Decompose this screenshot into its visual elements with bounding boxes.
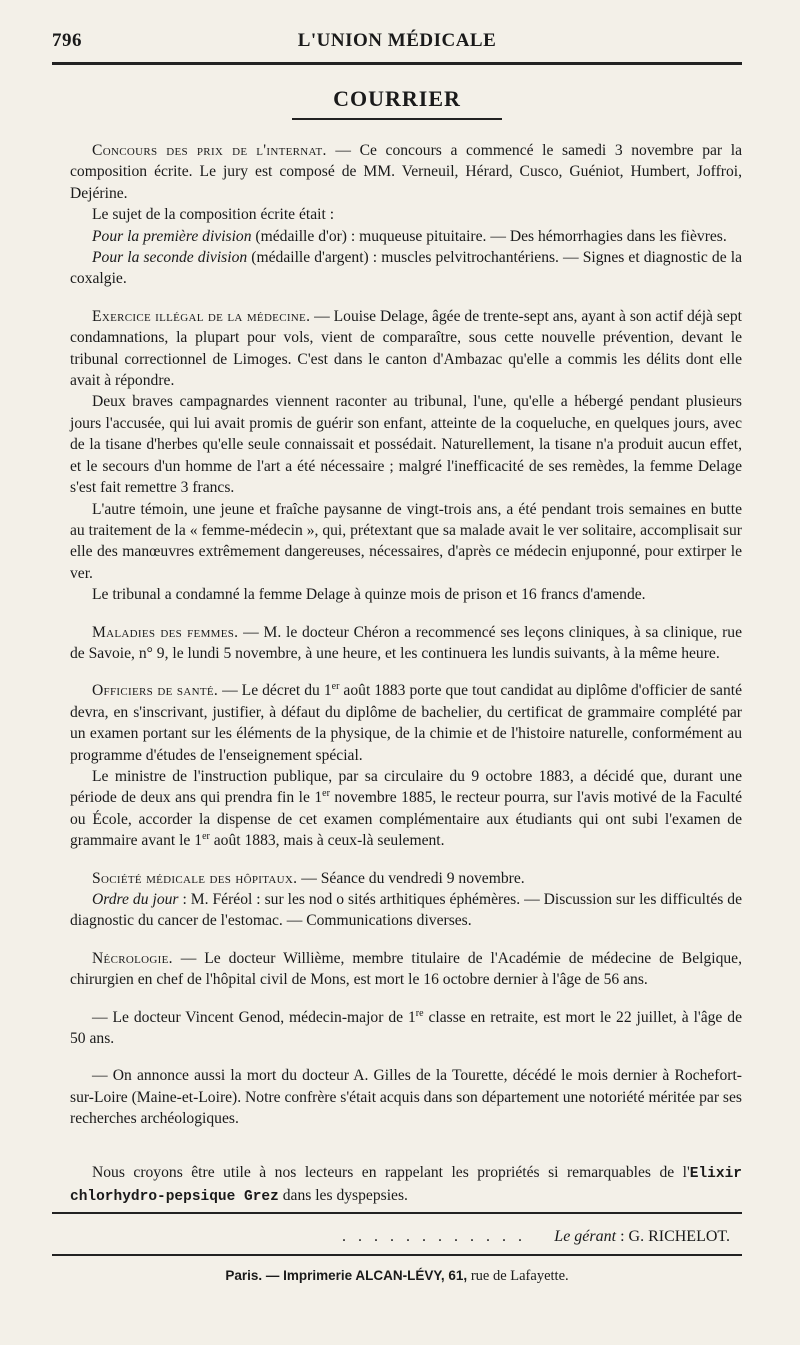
concours-seconde (70, 247, 742, 290)
officiers-text-a: — Le décret du 1 (218, 682, 332, 700)
footer-rule-bottom (52, 1254, 742, 1256)
page-header (52, 30, 742, 60)
officiers-text-b: août 1883 porte que tout candidat au diplôme d'officier de santé devra, en s'inscrivant, justifier, à défaut du diplôme de bachelier, du certificat de grammaire complété par un examen portant sur les éléments de la physique, de la chimie et de l'histoire naturelle, conformément au programme d'études de l'enseignement spécial. (70, 682, 742, 764)
concours-premiere (70, 226, 742, 247)
necrologie-p2-sup: re (415, 1007, 424, 1019)
section-title: COURRIER (333, 86, 461, 111)
imprint-text: Paris. — Imprimerie ALCAN-LÉVY, 61, (225, 1268, 468, 1283)
premiere-text: (médaille d'or) : muqueuse pituitaire. — Des hémorrhagies dans les fièvres. (251, 227, 727, 245)
imprint-line (52, 1268, 742, 1285)
necrologie-paragraph (70, 948, 742, 991)
maladies-paragraph (70, 622, 742, 665)
necrologie-p2-b: classe en retraite, est mort le 22 juillet, à l'âge de 50 ans. (70, 1008, 742, 1048)
officiers-p2 (70, 766, 742, 852)
societe-text: — Séance du vendredi 9 novembre. (297, 869, 525, 887)
imprint-street: rue de Lafayette. (467, 1268, 569, 1284)
maladies-heading: Maladies des femmes. (92, 623, 239, 641)
officiers-p2-a: Le ministre de l'instruction publique, par sa circulaire du 9 octobre 1883, a décidé que, durant une période de deux ans qui prendra fin le 1 (70, 767, 742, 807)
necrologie-p2 (70, 1007, 742, 1050)
necrologie-p2-a: — Le docteur Vincent Genod, médecin-major de 1 (92, 1008, 416, 1026)
exercice-p4: Le tribunal a condamné la femme Delage à quinze mois de prison et 16 francs d'amende. (92, 586, 646, 604)
elixir-text-b: dans les dyspepsies. (278, 1187, 408, 1205)
societe-ordre (70, 889, 742, 932)
societe-paragraph (70, 868, 742, 889)
concours-heading: Concours des prix de l'internat. (92, 142, 327, 159)
gerant-signature (554, 1228, 730, 1246)
necrologie-p3: — On annonce aussi la mort du docteur A. Gilles de la Tourette, décédé le mois dernier à Rochefort-sur-Loire (Maine-et-Loire). Notre confrère s'était acquis dans son département une notoriété méritée par ses recherches archéologiques. (70, 1067, 742, 1128)
seconde-text: (médaille d'argent) : muscles pelvitrochantériens. — Signes et diagnostic de la coxalgie. (70, 249, 742, 288)
exercice-paragraph (70, 306, 742, 392)
officiers-sup: er (331, 681, 340, 693)
officiers-heading: Officiers de santé. (92, 682, 219, 700)
officiers-paragraph (70, 680, 742, 766)
gerant-label: Le gérant (554, 1228, 617, 1245)
concours-sujet: Le sujet de la composition écrite était : (92, 206, 335, 224)
ordre-label: Ordre du jour (92, 891, 179, 908)
exercice-p2: Deux braves campagnardes viennent raconter au tribunal, l'une, qu'elle a hébergé pendant plusieurs jours l'accusée, qui lui avait promis de guérir son enfant, atteinte de la coqueluche, en quelques jours, avec de la tisane d'herbes qu'elle seule connaissait et possédait. Naturellement, la tisane n'a produit aucun effet, et le secours d'un homme de l'art a été nécessaire ; malgré l'inefficacité de ses remèdes, la femme Delage s'est fait remettre 3 francs. (70, 393, 742, 497)
exercice-p3: L'autre témoin, une jeune et fraîche paysanne de vingt-trois ans, a été pendant trois semaines en butte au traitement de la « femme-médecin », qui, prétextant que sa malade avait le ver solitaire, accomplisait sur elle des manœuvres extrêmement dangereuses, nécessaires, d'après ce médecin enjuponné, pour extirper le ver. (70, 500, 742, 582)
officiers-p2-sup2: er (202, 831, 210, 842)
necrologie-heading: Nécrologie. (92, 949, 173, 967)
ordre-text: : M. Féréol : sur les nod o sités arthitiques éphémères. — Discussion sur les difficultés de diagnostic du cancer de l'estomac. — Communications diverses. (70, 891, 742, 930)
concours-paragraph (70, 140, 742, 204)
gerant-name: : G. RICHELOT. (616, 1228, 730, 1245)
header-rule (52, 62, 742, 65)
footer-rule-top (52, 1212, 742, 1214)
societe-heading: Société médicale des hôpitaux. (92, 869, 298, 887)
article-body (70, 140, 742, 1208)
officiers-p2-c: août 1883, mais à ceux-là seulement. (209, 832, 445, 850)
seconde-label: Pour la seconde division (92, 249, 248, 267)
journal-title: L'UNION MÉDICALE (297, 30, 497, 51)
maladies-text: — M. le docteur Chéron a recommencé ses leçons cliniques, à sa clinique, rue de Savoie, n° 9, le lundi 5 novembre, à une heure, et les continuera les lundis suivants, à la même heure. (70, 623, 742, 662)
elixir-name: Elixir chlorhydro-pepsique Grez (70, 1165, 742, 1206)
necrologie-text: — Le docteur Willième, membre titulaire de l'Académie de médecine de Belgique, chirurgien en chef de l'hôpital civil de Mons, est mort le 16 octobre dernier à l'âge de 56 ans. (70, 949, 742, 989)
page-number: 796 (52, 30, 82, 51)
gerant-dots: . . . . . . . . . . . . (342, 1228, 526, 1245)
elixir-paragraph (70, 1162, 742, 1209)
officiers-p2-b: novembre 1885, le recteur pourra, sur l'avis motivé de la Faculté ou École, accorder la dispense de cet examen complémentaire aux étudiants qui ont subi l'examen de grammaire avant le 1 (70, 789, 742, 850)
elixir-text-a: Nous croyons être utile à nos lecteurs en rappelant les propriétés si remarquables de l' (92, 1163, 690, 1181)
concours-text: — Ce concours a commencé le samedi 3 novembre par la composition écrite. Le jury est composé de MM. Verneuil, Hérard, Cusco, Guéniot, Humbert, Joffroi, Dejérine. (70, 142, 742, 202)
premiere-label: Pour la première division (92, 227, 252, 245)
title-rule (292, 118, 502, 120)
officiers-p2-sup1: er (322, 788, 330, 800)
exercice-heading: Exercice illégal de la médecine. (92, 307, 311, 325)
exercice-text: — Louise Delage, âgée de trente-sept ans, ayant à son actif déjà sept condamnations, la plupart pour vols, vient de comparaître, sous cette nouvelle prévention, devant le tribunal correctionnel de Limoges. C'est dans le canton d'Ambazac qu'elle a commis les délits dont elle avait à répondre. (70, 307, 742, 390)
